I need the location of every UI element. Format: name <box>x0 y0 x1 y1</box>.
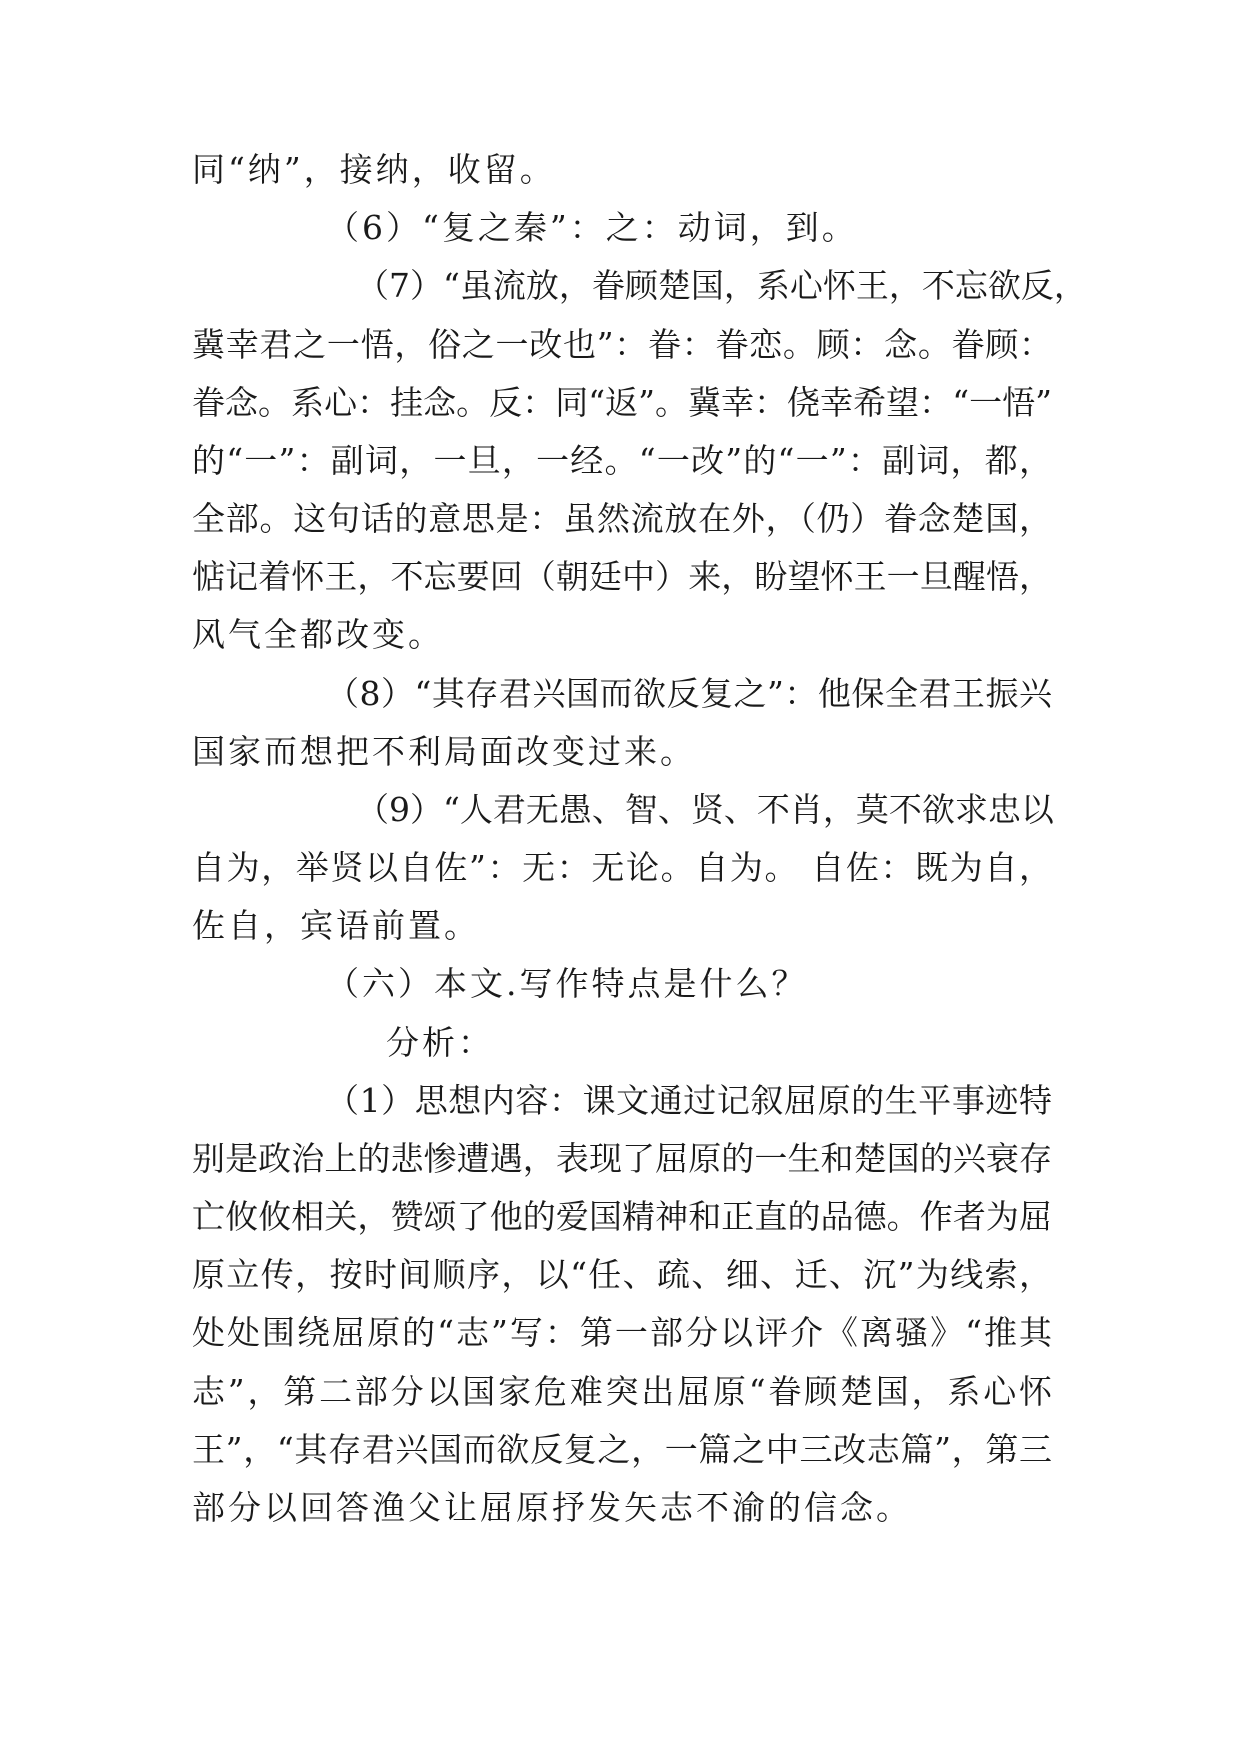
text-line: 志”，第二部分以国家危难突出屈原“眷顾楚国，系心怀 <box>192 1372 1052 1411</box>
text-line: （8）“其存君兴国而欲反复之”：他保全君王振兴 <box>326 674 1052 713</box>
text-line: 风气全都改变。 <box>192 615 444 654</box>
text-line: 自为，举贤以自佐”：无：无论。自为。 自佐：既为自， <box>192 848 1052 887</box>
text-line: 佐自，宾语前置。 <box>192 906 480 945</box>
text-line: （6）“复之秦”：之：动词，到。 <box>326 208 858 247</box>
text-line: （7）“虽流放，眷顾楚国，系心怀王，不忘欲反， <box>356 266 1087 305</box>
text-line: 全部。这句话的意思是：虽然流放在外，（仍）眷念楚国， <box>192 499 1052 538</box>
text-line: 国家而想把不利局面改变过来。 <box>192 732 696 771</box>
text-line: 分析： <box>386 1023 494 1062</box>
text-line: 原立传，按时间顺序，以“任、疏、细、迁、沉”为线索， <box>192 1255 1052 1294</box>
text-line: 的“一”：副词，一旦，一经。“一改”的“一”：副词，都， <box>192 441 1052 480</box>
text-line: （9）“人君无愚、智、贤、不肖，莫不欲求忠以 <box>356 790 1054 829</box>
text-line: 处处围绕屈原的“志”写：第一部分以评介《离骚》“推其 <box>192 1313 1052 1352</box>
text-line: 眷念。系心：挂念。反：同“返”。冀幸：侥幸希望：“一悟” <box>192 383 1052 422</box>
text-line: 冀幸君之一悟，俗之一改也”：眷：眷恋。顾：念。眷顾： <box>192 325 1052 364</box>
text-line: 别是政治上的悲惨遭遇，表现了屈原的一生和楚国的兴衰存 <box>192 1139 1052 1178</box>
text-line: 同“纳”，接纳，收留。 <box>192 150 556 189</box>
text-line: 王”，“其存君兴国而欲反复之，一篇之中三改志篇”，第三 <box>192 1430 1052 1469</box>
text-line: （1）思想内容：课文通过记叙屈原的生平事迹特 <box>326 1081 1052 1120</box>
text-line: 惦记着怀王，不忘要回（朝廷中）来，盼望怀王一旦醒悟， <box>192 557 1052 596</box>
text-line: 亡攸攸相关，赞颂了他的爱国精神和正直的品德。作者为屈 <box>192 1197 1052 1236</box>
text-line: 部分以回答渔父让屈原抒发矢志不渝的信念。 <box>192 1488 912 1527</box>
section-heading: （六）本文.写作特点是什么？ <box>326 964 808 1003</box>
